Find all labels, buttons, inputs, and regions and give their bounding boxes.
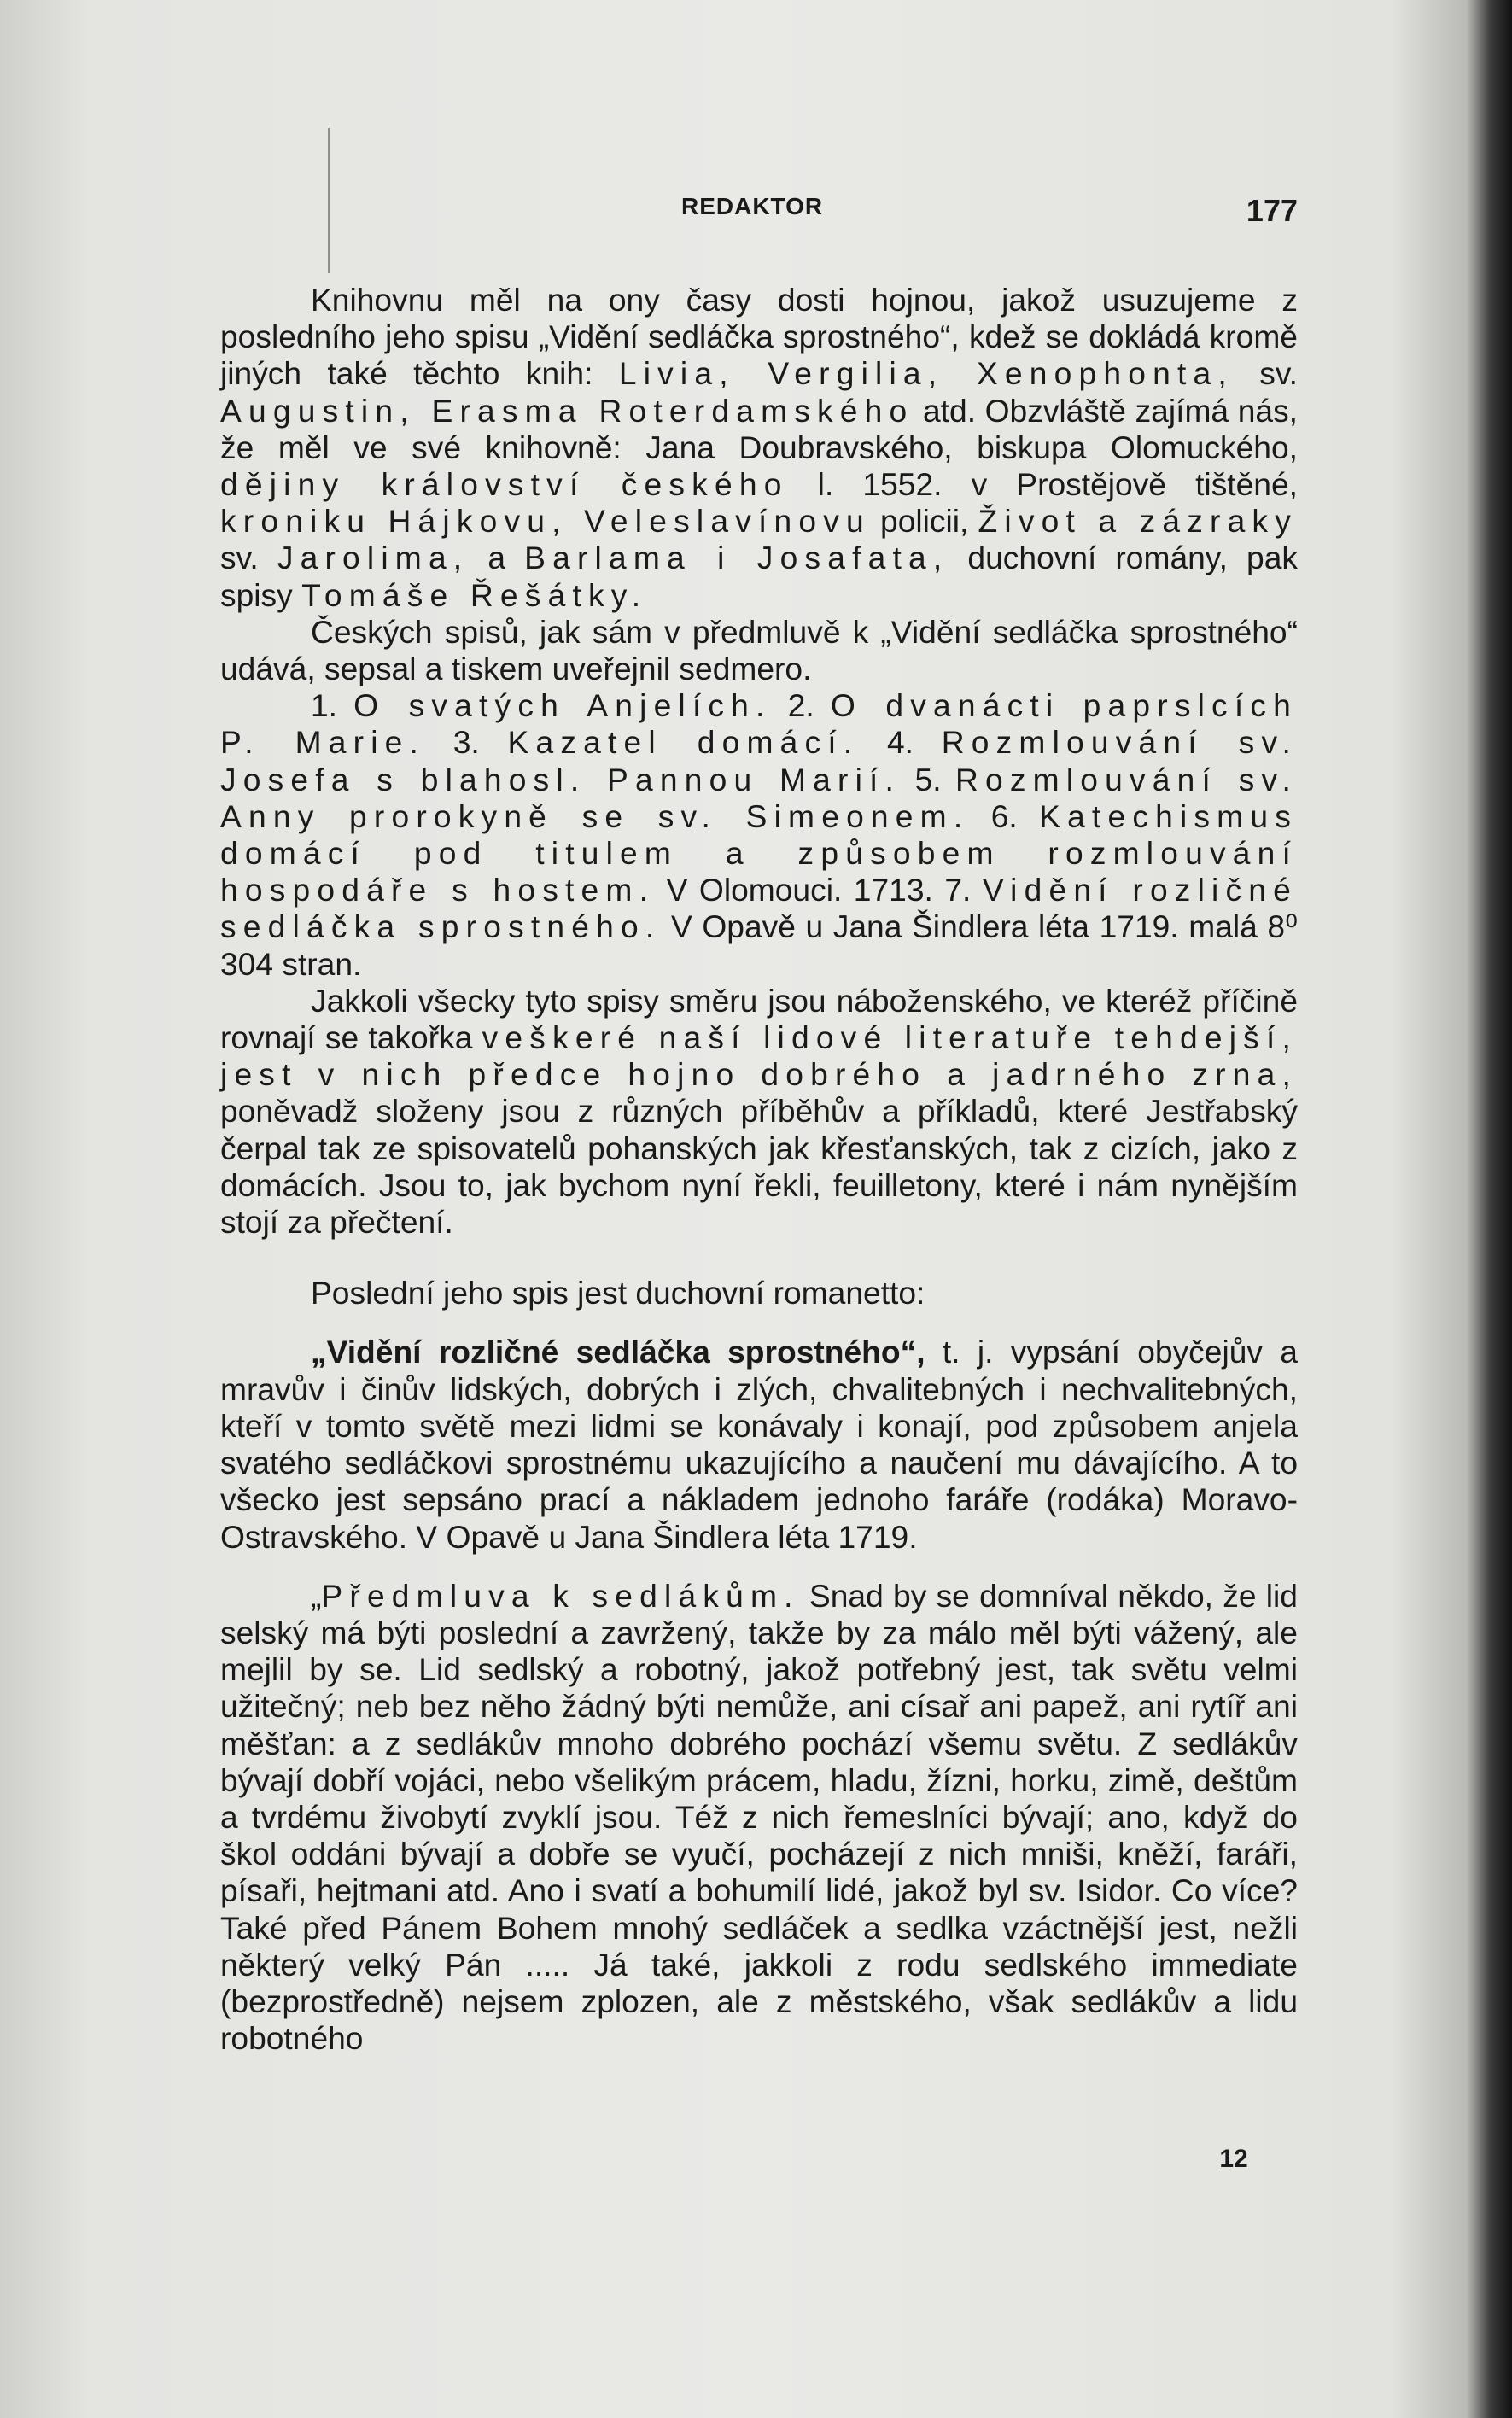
p1-spaced-b: Livia, Vergilia, Xenophonta, [618,355,1234,392]
p3-spaced-h: Rozmlouvání sv. Josefa s blahosl. Pannou Marií. [220,724,1298,797]
p7-text-c: Snad by se domníval někdo, že lid selský má býti poslední a zavržený, takže by za málo měl býti vážený, ale mejlil by se. Lid sedlský a robotný, jakož potřebný jest, tak světu velmi užitečný; neb bez něho žádný býti nemůže, ani císař ani papež, ani rytíř ani měšťan: a z sedlákův mnoho dobrého pochází všemu světu. Z sedlákův bývají dobří vojáci, nebo všelikým prácem, hladu, žízni, horku, zimě, deštům a tvrdému živobytí zvyklí jsou. Též z nich řemeslníci bývají; ano, když do škol oddáni bývají a dobře se vyučí, pocházejí z nich mniši, kněží, faráři, písaři, hejtmani atd. Ano i svatí a bohumilí lidé, jakož byl sv. Isidor. Co více? Také před Pánem Bohem mnohý sedláček a sedlka vzáctnější jest, nežli některý velký Pán ..... Já také, jakkoli z rodu sedlského immediate (bezprostředně) nejsem zplozen, ale z městského, však sedlákův a lidu robotného [220,1577,1298,2057]
p1-text-m: a [469,540,525,576]
p3-text-e: 3. [425,724,508,761]
body-text [220,282,1298,2057]
p6-text-b: t. j. vypsání obyčejův a mravův i činův lidských, dobrých i zlých, chvalitebných i nechvalitebných, kteří v tomto světě mezi lidmi se konávaly i konají, pod způsobem anjela svatého sedláčkovi sprostnému ukazujícího a naučení mu dávajícího. A to všecko jest sepsáno prací a nákladem jednoho faráře (rodáka) Moravo-Ostravského. V Opavě u Jana Šindlera léta 1719. [220,1334,1298,1555]
p3-spaced-b: O svatých Anjelích. [353,687,772,724]
p3-spaced-l: Katechismus domácí pod titulem a způsobem rozmlouvání hospodáře s hostem. [220,797,1298,908]
p1-spaced-f: dějiny království českého [220,466,789,503]
p1-spaced-d: Augustin, Erasma Roterdamského [220,392,914,429]
p3-text-c: 2. [771,687,831,724]
p1-spaced-j: Život a zázraky [978,503,1298,540]
paragraph-1 [220,282,1298,614]
p3-spaced-n: Vidění rozličné sedláčka sprostného. [220,872,1298,945]
p1-spaced-p: Tomáše Řešátky. [301,576,648,613]
p1-text-i: policii, [870,503,978,540]
p3-text-k: 6. [969,797,1040,834]
p4-text-c: poněvadž složeny jsou z různých příběhův a příkladů, které Jestřabský čerpal tak ze spisovatelů pohanských jak křesťanských, tak z cizích, jako z domácích. Jsou to, jak bychom nyní řekli, feuilletony, které i nám nynějším stojí za přečtení. [220,1093,1298,1241]
p1-spaced-n: Barlama i Josafata, [524,540,949,576]
p3-spaced-f: Kazatel domácí. [507,724,860,761]
p7-spaced-b: Předmluva k sedlákům. [321,1577,800,1614]
running-head: REDAKTOR [681,193,824,219]
p1-text-c: sv. [1233,355,1299,392]
p3-text-o: V Opavě u Jana Šindlera léta 1719. malá 8⁰ 304 stran. [220,908,1299,982]
paragraph-6 [220,1334,1298,1555]
p3-spaced-d: O dvanácti paprslcích P. Marie. [220,687,1298,761]
p1-text-g: l. 1552. v Prostějově tištěné, [788,466,1299,503]
page-number: 177 [1246,193,1298,228]
paragraph-7 [220,1578,1298,2058]
p3-text-g: 4. [859,724,942,761]
p1-spaced-l: Jarolima, [277,540,470,576]
signature-mark: 12 [1219,2145,1248,2173]
p3-text-m: V Olomouci. 1713. 7. [655,872,983,908]
p7-quote-open: „ [311,1577,322,1614]
p6-bold-title: „Vidění rozličné sedláčka sprostného“, [311,1334,925,1370]
paragraph-2: Českých spisů, jak sám v předmluvě k „Vidění sedláčka sprostného“ udává, sepsal a tiskem uveřejnil sedmero. [220,613,1298,687]
p4-text-a: Jakkoli všecky tyto spisy směru jsou náboženského, ve kteréž příčině rovnají se takořka [220,982,1298,1056]
p1-text-a: Knihovnu měl na ony časy dosti hojnou, jakož usuzujeme z posledního jeho spisu „Vidění sedláčka sprostného“, kdež se dokládá kromě jiných také těchto knih: [220,282,1298,392]
p1-spaced-h: kroniku Hájkovu, Veleslavínovu [220,503,871,540]
p3-text-a: 1. [311,687,354,724]
p4-spaced-b: veškeré naší lidové literatuře tehdejší, jest v nich předce hojno dobrého a jadrného zrna, [220,1019,1298,1093]
p1-text-e: atd. Obzvláště zajímá nás, že měl ve své knihovně: Jana Doubravského, biskupa Olomuckého, [220,392,1298,465]
p1-text-o: duchovní romány, pak spisy [220,540,1298,613]
paragraph-4 [220,983,1298,1241]
page-header [220,191,1298,236]
p3-text-i: 5. [901,761,955,797]
paragraph-5: Poslední jeho spis jest duchovní romanetto: [311,1275,925,1311]
p3-spaced-j: Rozmlouvání sv. Anny prorokyně se sv. Simeonem. [220,761,1298,834]
p1-text-k: sv. [220,540,277,576]
paragraph-3 [220,687,1298,983]
